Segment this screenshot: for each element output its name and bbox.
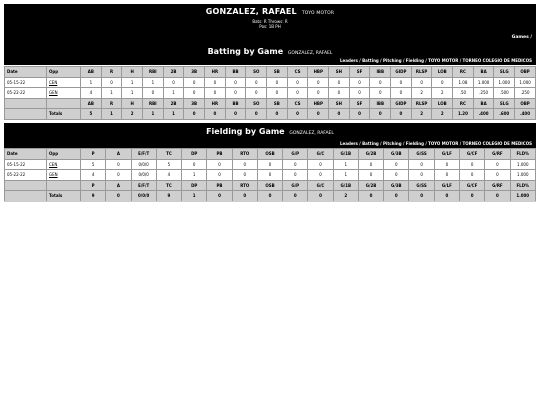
totals-label: Totals	[47, 191, 81, 202]
totals-cell: 1	[101, 109, 122, 120]
table-cell: 05-15-22	[5, 77, 47, 88]
totals-cell: 0	[485, 191, 510, 202]
table-cell: 1	[122, 88, 143, 99]
batting-header-bb: BB	[225, 67, 246, 78]
table-header-cell: R	[101, 98, 122, 109]
fielding-header-date: Date	[5, 149, 47, 160]
fielding-header-a: A	[106, 149, 131, 160]
totals-label: Totals	[47, 109, 81, 120]
table-cell[interactable]	[47, 88, 81, 99]
totals-cell: 0	[225, 109, 246, 120]
table-cell: 0	[308, 88, 329, 99]
table-header-cell: SLG	[494, 98, 515, 109]
totals-cell: 5	[81, 109, 102, 120]
table-cell: 0	[205, 77, 226, 88]
totals-cell: .600	[494, 109, 515, 120]
table-cell: 2	[411, 88, 432, 99]
totals-cell: 0	[184, 109, 205, 120]
table-cell: 1	[81, 77, 102, 88]
table-row	[5, 88, 536, 99]
table-cell: 0	[257, 159, 282, 170]
table-cell: 0	[349, 88, 370, 99]
table-cell: .250	[473, 88, 494, 99]
table-cell: 1	[143, 77, 164, 88]
totals-cell: 0/0/0	[131, 191, 156, 202]
table-header-cell: FLD%	[510, 180, 535, 191]
batting-title-text: Batting by Game	[207, 47, 284, 56]
batting-player-name: GONZALEZ, RAFAEL	[287, 51, 333, 56]
totals-cell: 2	[411, 109, 432, 120]
table-cell: 0	[434, 170, 459, 181]
table-cell: 0	[267, 88, 288, 99]
batting-header-sb: SB	[267, 67, 288, 78]
table-cell: 0	[384, 159, 409, 170]
table-cell: 0	[411, 77, 432, 88]
table-cell: 0	[207, 170, 232, 181]
table-cell: 0	[246, 77, 267, 88]
batting-header-sf: SF	[349, 67, 370, 78]
batting-header-cs: CS	[287, 67, 308, 78]
opponent-link[interactable]: CEN	[49, 79, 58, 85]
table-header-cell	[5, 180, 47, 191]
player-position: Pos: 1B PH	[259, 24, 281, 29]
table-cell: 0	[205, 88, 226, 99]
table-header-cell: G/P	[283, 180, 308, 191]
table-header-cell: G/LF	[434, 180, 459, 191]
table-header-cell: HBP	[308, 98, 329, 109]
table-header-cell	[47, 98, 81, 109]
table-cell: 0	[225, 77, 246, 88]
batting-header-gidp: GIDP	[391, 67, 412, 78]
table-header-cell: G/CF	[459, 180, 484, 191]
batting-header-sh: SH	[329, 67, 350, 78]
table-cell: 1.000	[473, 77, 494, 88]
table-header-cell: P	[81, 180, 106, 191]
player-team: TOYO MOTOR	[301, 11, 335, 16]
batting-header-3b: 3B	[184, 67, 205, 78]
table-row	[5, 77, 536, 88]
table-row	[5, 170, 536, 181]
table-header-cell: AB	[81, 98, 102, 109]
table-cell: 0	[358, 159, 383, 170]
fielding-header-dp: DP	[182, 149, 207, 160]
fielding-header-gp: G/P	[283, 149, 308, 160]
player-name: GONZALEZ, RAFAEL	[205, 7, 297, 16]
totals-cell: 0	[207, 191, 232, 202]
table-cell: 0	[283, 170, 308, 181]
opponent-link[interactable]: GEN	[49, 172, 58, 178]
table-cell: 05-15-22	[5, 159, 47, 170]
fielding-title-text: Fielding by Game	[206, 127, 285, 136]
totals-cell: 2	[333, 191, 358, 202]
fielding-header-p: P	[81, 149, 106, 160]
table-cell: 0	[101, 77, 122, 88]
batting-header-ab: AB	[81, 67, 102, 78]
totals-cell: 0	[370, 109, 391, 120]
table-cell: 0	[106, 159, 131, 170]
table-cell	[5, 109, 47, 120]
table-cell: 1	[101, 88, 122, 99]
table-cell: 0	[384, 170, 409, 181]
fielding-table	[4, 148, 536, 202]
table-header-cell: SB	[267, 98, 288, 109]
fielding-header-gss: G/SS	[409, 149, 434, 160]
table-header-cell: 3B	[184, 98, 205, 109]
batting-header-rbi: RBI	[143, 67, 164, 78]
table-cell: 0	[308, 77, 329, 88]
table-cell: 0	[434, 159, 459, 170]
table-cell: 0	[163, 77, 184, 88]
fielding-header-gc: G/C	[308, 149, 333, 160]
table-cell: 0	[143, 88, 164, 99]
table-header-cell: IBB	[370, 98, 391, 109]
table-header-cell: BA	[473, 98, 494, 109]
totals-cell: 2	[122, 109, 143, 120]
batting-header-hbp: HBP	[308, 67, 329, 78]
fielding-player-name: GONZALEZ, RAFAEL	[289, 131, 334, 136]
table-cell: 0	[308, 159, 333, 170]
batting-header-h: H	[122, 67, 143, 78]
table-header-cell: SO	[246, 98, 267, 109]
table-cell: 1	[163, 88, 184, 99]
totals-cell: 0	[409, 191, 434, 202]
table-header-cell: LOB	[432, 98, 453, 109]
table-cell: 0	[184, 77, 205, 88]
table-cell: .500	[494, 88, 515, 99]
table-cell: 05-22-22	[5, 170, 47, 181]
batting-nav-links[interactable]: Leaders / Batting / Pitching / Fielding / TOYO MOTOR / TORNEO COLEGIO DE MEDICOS	[340, 58, 532, 63]
table-cell: 0	[257, 170, 282, 181]
table-header-cell: OBP	[515, 98, 536, 109]
totals-cell: 0	[384, 191, 409, 202]
table-header-cell: H	[122, 98, 143, 109]
table-header-cell: SF	[349, 98, 370, 109]
fielding-header-pb: PB	[207, 149, 232, 160]
table-header-cell: E/F/T	[131, 180, 156, 191]
bats-throws: Bats: R Throws: R	[252, 19, 288, 24]
totals-cell: .400	[473, 109, 494, 120]
table-header-cell: G/1B	[333, 180, 358, 191]
fielding-header-grf: G/RF	[485, 149, 510, 160]
totals-cell: 1	[143, 109, 164, 120]
table-cell	[5, 191, 47, 202]
batting-header-rc: RC	[453, 67, 474, 78]
totals-cell: 9	[156, 191, 181, 202]
batting-header-date: Date	[5, 67, 47, 78]
opponent-link[interactable]: CEN	[49, 161, 58, 167]
table-header-cell: GIDP	[391, 98, 412, 109]
table-header-cell: RC	[453, 98, 474, 109]
table-cell: 0	[459, 159, 484, 170]
fielding-header-gcf: G/CF	[459, 149, 484, 160]
batting-header-ba: BA	[473, 67, 494, 78]
table-cell: 0	[184, 88, 205, 99]
batting-table	[4, 66, 536, 120]
table-cell: 0	[308, 170, 333, 181]
table-header-cell: G/RF	[485, 180, 510, 191]
header-band	[4, 4, 536, 64]
fielding-nav-links[interactable]: Leaders / Batting / Pitching / Fielding / TOYO MOTOR / TORNEO COLEGIO DE MEDICOS	[340, 141, 532, 146]
totals-cell: 0	[329, 109, 350, 120]
table-cell: 0	[485, 159, 510, 170]
table-header-cell: DP	[182, 180, 207, 191]
table-cell: 0	[358, 170, 383, 181]
games-link[interactable]: Games /	[511, 35, 532, 40]
table-header-cell: TC	[156, 180, 181, 191]
table-cell: 5	[81, 159, 106, 170]
table-header-cell: RLSP	[411, 98, 432, 109]
divider	[4, 201, 536, 202]
table-cell: 2	[432, 88, 453, 99]
totals-cell: 0	[232, 191, 257, 202]
table-cell: 0	[329, 77, 350, 88]
table-cell: 0	[283, 159, 308, 170]
totals-cell: 0	[459, 191, 484, 202]
table-cell[interactable]	[47, 77, 81, 88]
table-cell[interactable]	[47, 170, 81, 181]
table-header-cell: SH	[329, 98, 350, 109]
table-header-cell: PB	[207, 180, 232, 191]
fielding-header-rto: RTO	[232, 149, 257, 160]
table-header-cell: G/SS	[409, 180, 434, 191]
batting-header-r: R	[101, 67, 122, 78]
fielding-totals-row	[5, 191, 536, 202]
table-cell: 0	[329, 88, 350, 99]
totals-cell: 2	[432, 109, 453, 120]
totals-cell: 9	[81, 191, 106, 202]
totals-cell: 0	[257, 191, 282, 202]
table-cell: 4	[81, 170, 106, 181]
table-cell: 1.000	[510, 159, 535, 170]
table-cell: 1	[333, 170, 358, 181]
table-cell: 5	[156, 159, 181, 170]
table-cell: 0	[287, 77, 308, 88]
fielding-header-glf: G/LF	[434, 149, 459, 160]
totals-cell: 0	[358, 191, 383, 202]
batting-header-rlsp: RLSP	[411, 67, 432, 78]
table-cell: 0	[391, 77, 412, 88]
table-cell: 0/0/0	[131, 159, 156, 170]
totals-cell: .400	[515, 109, 536, 120]
table-cell: 0	[232, 159, 257, 170]
totals-cell: 0	[106, 191, 131, 202]
table-cell: 1	[333, 159, 358, 170]
fielding-header-row	[5, 149, 536, 160]
table-header-cell: 2B	[163, 98, 184, 109]
table-cell: 0	[409, 170, 434, 181]
fielding-header-g3b: G/3B	[384, 149, 409, 160]
totals-cell: 0	[283, 191, 308, 202]
table-cell: 0	[232, 170, 257, 181]
table-cell: 0	[225, 88, 246, 99]
batting-header-hr: HR	[205, 67, 226, 78]
totals-cell: 0	[205, 109, 226, 120]
table-cell: 1	[122, 77, 143, 88]
table-cell: 0	[370, 88, 391, 99]
table-header-cell	[47, 180, 81, 191]
totals-cell: 0	[349, 109, 370, 120]
batting-header-lob: LOB	[432, 67, 453, 78]
table-cell: 4	[81, 88, 102, 99]
table-header-cell	[5, 98, 47, 109]
batting-header-obp: OBP	[515, 67, 536, 78]
table-cell: 0	[207, 159, 232, 170]
totals-cell: 1.20	[453, 109, 474, 120]
table-header-cell: G/2B	[358, 180, 383, 191]
fielding-header-g1b: G/1B	[333, 149, 358, 160]
totals-cell: 0	[434, 191, 459, 202]
fielding-header-osb: OSB	[257, 149, 282, 160]
table-cell: 0	[485, 170, 510, 181]
table-row	[5, 159, 536, 170]
table-header-cell: HR	[205, 98, 226, 109]
table-cell: 0	[246, 88, 267, 99]
totals-cell: 0	[287, 109, 308, 120]
table-cell: 4	[156, 170, 181, 181]
table-cell: .50	[453, 88, 474, 99]
totals-cell: 1	[163, 109, 184, 120]
fielding-nav-band	[4, 139, 536, 148]
table-cell: 1.000	[510, 170, 535, 181]
batting-header-ibb: IBB	[370, 67, 391, 78]
table-header-cell: G/3B	[384, 180, 409, 191]
batting-header-2b: 2B	[163, 67, 184, 78]
table-header-cell: CS	[287, 98, 308, 109]
batting-title	[4, 47, 536, 56]
fielding-header-fld: FLD%	[510, 149, 535, 160]
fielding-header-eft: E/F/T	[131, 149, 156, 160]
table-cell: 1.08	[453, 77, 474, 88]
table-cell: 0	[370, 77, 391, 88]
fielding-header-row-repeat	[5, 180, 536, 191]
batting-header-opp: Opp	[47, 67, 81, 78]
table-cell: 1	[182, 170, 207, 181]
table-header-cell: A	[106, 180, 131, 191]
table-header-cell: RBI	[143, 98, 164, 109]
totals-cell: 0	[308, 191, 333, 202]
totals-cell: 0	[308, 109, 329, 120]
table-cell: 0	[267, 77, 288, 88]
fielding-header-g2b: G/2B	[358, 149, 383, 160]
table-cell: .250	[515, 88, 536, 99]
player-heading	[4, 7, 536, 16]
table-header-cell: G/C	[308, 180, 333, 191]
table-header-cell: RTO	[232, 180, 257, 191]
table-cell: 0	[106, 170, 131, 181]
batting-header-row-repeat	[5, 98, 536, 109]
batting-header-row	[5, 67, 536, 78]
fielding-header-tc: TC	[156, 149, 181, 160]
batting-header-slg: SLG	[494, 67, 515, 78]
table-cell: 0	[182, 159, 207, 170]
table-cell: 0	[349, 77, 370, 88]
table-cell: 0	[409, 159, 434, 170]
totals-cell: 0	[391, 109, 412, 120]
table-cell: 05-22-22	[5, 88, 47, 99]
fielding-header-opp: Opp	[47, 149, 81, 160]
totals-cell: 1	[182, 191, 207, 202]
fielding-title	[4, 127, 536, 136]
table-header-cell: OSB	[257, 180, 282, 191]
table-cell: 0	[287, 88, 308, 99]
table-cell[interactable]	[47, 159, 81, 170]
table-cell: 0	[391, 88, 412, 99]
batting-totals-row	[5, 109, 536, 120]
table-cell: 1.000	[515, 77, 536, 88]
table-header-cell: BB	[225, 98, 246, 109]
totals-cell: 1.000	[510, 191, 535, 202]
totals-cell: 0	[246, 109, 267, 120]
opponent-link[interactable]: GEN	[49, 90, 58, 96]
table-cell: 1.000	[494, 77, 515, 88]
batting-header-so: SO	[246, 67, 267, 78]
table-cell: 0	[432, 77, 453, 88]
batting-nav-band	[4, 56, 536, 65]
table-cell: 0/0/0	[131, 170, 156, 181]
totals-cell: 0	[267, 109, 288, 120]
table-cell: 0	[459, 170, 484, 181]
